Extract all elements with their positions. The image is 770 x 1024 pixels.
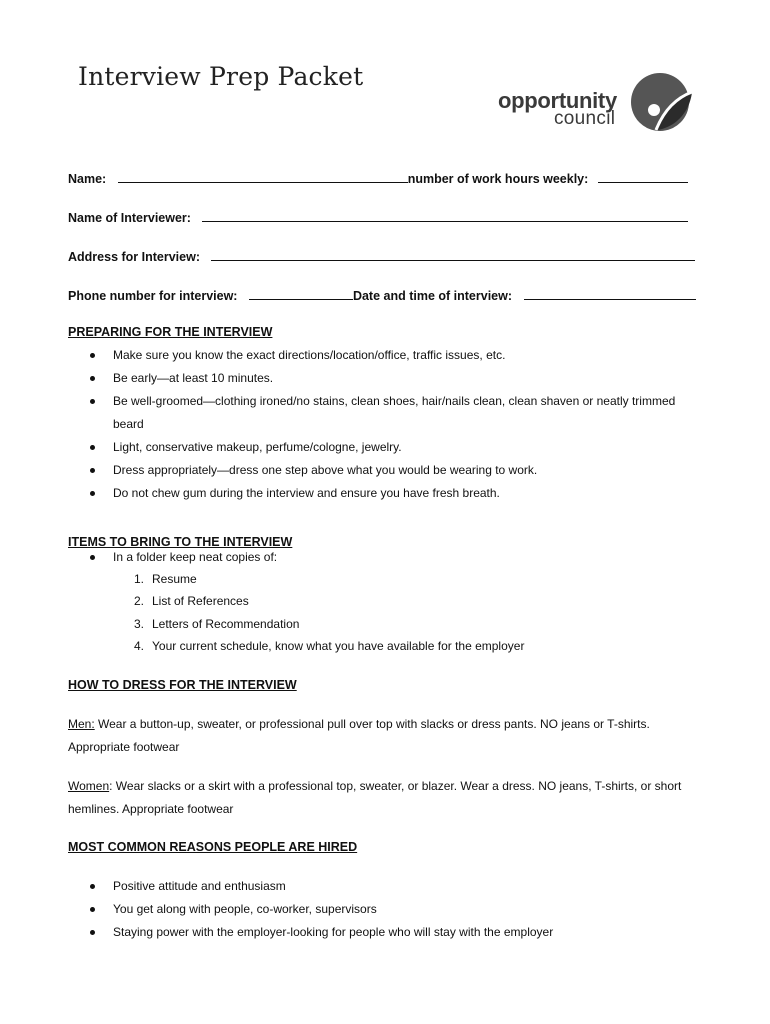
page-title: Interview Prep Packet	[78, 62, 364, 91]
interviewer-blank[interactable]	[202, 209, 688, 222]
name-blank[interactable]	[118, 170, 408, 183]
hired-heading: MOST COMMON REASONS PEOPLE ARE HIRED	[68, 840, 358, 854]
preparing-list	[88, 344, 708, 505]
women-label: Women	[68, 779, 110, 793]
phone-blank[interactable]	[249, 287, 353, 300]
datetime-blank[interactable]	[524, 287, 696, 300]
men-dress-paragraph	[68, 713, 708, 759]
list-item: Make sure you know the exact directions/location/office, traffic issues, etc.	[88, 344, 708, 367]
list-item: Light, conservative makeup, perfume/cologne, jewelry.	[88, 436, 708, 459]
men-label: Men:	[68, 717, 95, 731]
hired-list	[88, 875, 708, 944]
hours-blank[interactable]	[598, 170, 688, 183]
interviewer-label: Name of Interviewer:	[68, 211, 191, 225]
items-intro-list	[88, 546, 708, 569]
items-heading: ITEMS TO BRING TO THE INTERVIEW	[68, 535, 293, 549]
men-text: Wear a button-up, sweater, or professional pull over top with slacks or dress pants. NO jeans or T-shirts. Appropriate footwear	[68, 717, 650, 754]
address-field	[68, 248, 695, 264]
name-label: Name:	[68, 172, 107, 186]
list-item: You get along with people, co-worker, supervisors	[88, 898, 708, 921]
opportunity-council-logo	[498, 70, 698, 134]
hours-label: number of work hours weekly:	[407, 172, 589, 186]
phone-date-field	[68, 287, 696, 303]
logo-word-council: council	[554, 108, 616, 129]
list-item: Be early—at least 10 minutes.	[88, 367, 708, 390]
address-blank[interactable]	[211, 248, 695, 261]
list-item: 3. Letters of Recommendation	[134, 616, 300, 631]
women-text: : Wear slacks or a skirt with a professional top, sweater, or blazer. Wear a dress. NO jeans, T-shirts, or short hemlines. Appropriate footwear	[68, 779, 682, 816]
items-numbered-list	[134, 568, 524, 657]
phone-label: Phone number for interview:	[68, 289, 238, 303]
interviewer-field	[68, 209, 688, 225]
datetime-label: Date and time of interview:	[352, 289, 513, 303]
list-item: Positive attitude and enthusiasm	[88, 875, 708, 898]
list-item: 4. Your current schedule, know what you have available for the employer	[134, 638, 525, 653]
preparing-heading: PREPARING FOR THE INTERVIEW	[68, 325, 273, 339]
list-item: 2. List of References	[134, 594, 249, 609]
address-label: Address for Interview:	[68, 250, 200, 264]
list-item: Staying power with the employer-looking for people who will stay with the employer	[88, 921, 708, 944]
list-item: Do not chew gum during the interview and ensure you have fresh breath.	[88, 482, 708, 505]
dress-heading: HOW TO DRESS FOR THE INTERVIEW	[68, 678, 297, 692]
list-item: In a folder keep neat copies of:	[88, 546, 708, 569]
women-dress-paragraph	[68, 775, 708, 821]
list-item: Dress appropriately—dress one step above what you would be wearing to work.	[88, 459, 708, 482]
name-field	[68, 170, 688, 186]
list-item: Be well-groomed—clothing ironed/no stains, clean shoes, hair/nails clean, clean shaven or neatly trimmed beard	[88, 390, 708, 436]
logo-word-opportunity: opportunity	[498, 88, 617, 113]
list-item: 1. Resume	[134, 572, 197, 586]
logo-mark-icon	[630, 70, 694, 134]
